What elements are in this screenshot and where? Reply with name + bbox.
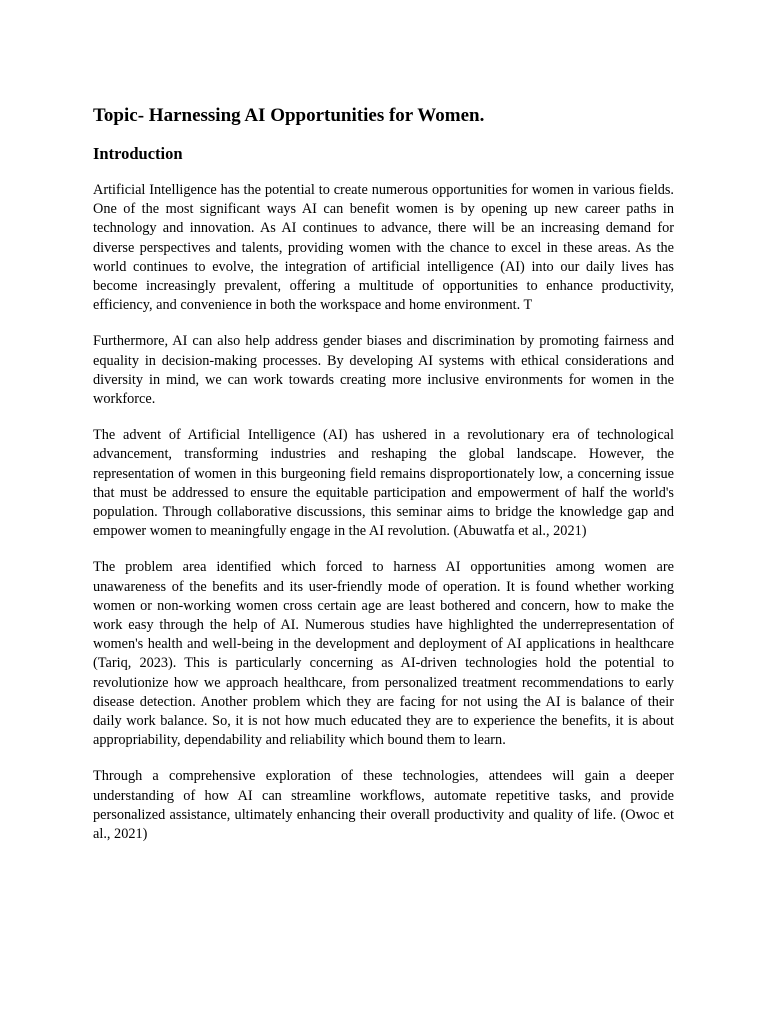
paragraph-4: The problem area identified which forced to harness AI opportunities among women are unawareness of the benefits and its user-friendly mode of operation. It is found whether working women or non-working women cross certain age are least bothered and concern, how to make the work easy through the help of AI. Numerous studies have highlighted the underrepresentation of women's health and well-being in the development and deployment of AI applications in healthcare (Tariq, 2023). This is particularly concerning as AI-driven technologies hold the potential to revolutionize how we approach healthcare, from personalized treatment recommendations to early disease detection. Another problem which they are facing for not using the AI is balance of their daily work balance. So, it is not how much educated they are to experience the benefits, it is about appropriability, dependability and reliability which bound them to learn. xyxy=(93,559,674,749)
document-body xyxy=(93,104,674,861)
paragraph-3: The advent of Artificial Intelligence (AI) has ushered in a revolutionary era of technological advancement, transforming industries and reshaping the global landscape. However, the representation of women in this burgeoning field remains disproportionately low, a concerning issue that must be addressed to ensure the equitable participation and empowerment of half the world's population. Through collaborative discussions, this seminar aims to bridge the knowledge gap and empower women to meaningfully engage in the AI revolution. (Abuwatfa et al., 2021) xyxy=(93,427,674,540)
paragraph-5: Through a comprehensive exploration of these technologies, attendees will gain a deeper understanding of how AI can streamline workflows, automate repetitive tasks, and provide personalized assistance, ultimately enhancing their overall productivity and quality of life. (Owoc et al., 2021) xyxy=(93,768,674,843)
document-title: Topic- Harnessing AI Opportunities for Women. xyxy=(93,105,485,126)
paragraph-1: Artificial Intelligence has the potential to create numerous opportunities for women in various fields. One of the most significant ways AI can benefit women is by opening up new career paths in technology and innovation. As AI continues to advance, there will be an increasing demand for diverse perspectives and talents, providing women with the chance to excel in these areas. As the world continues to evolve, the integration of artificial intelligence (AI) into our daily lives has become increasingly prevalent, offering a multitude of opportunities to enhance productivity, efficiency, and convenience in both the workspace and home environment. T xyxy=(93,182,674,314)
section-heading-introduction: Introduction xyxy=(93,144,183,163)
paragraph-2: Furthermore, AI can also help address gender biases and discrimination by promoting fairness and equality in decision-making processes. By developing AI systems with ethical considerations and diversity in mind, we can work towards creating more inclusive environments for women in the workforce. xyxy=(93,333,674,408)
